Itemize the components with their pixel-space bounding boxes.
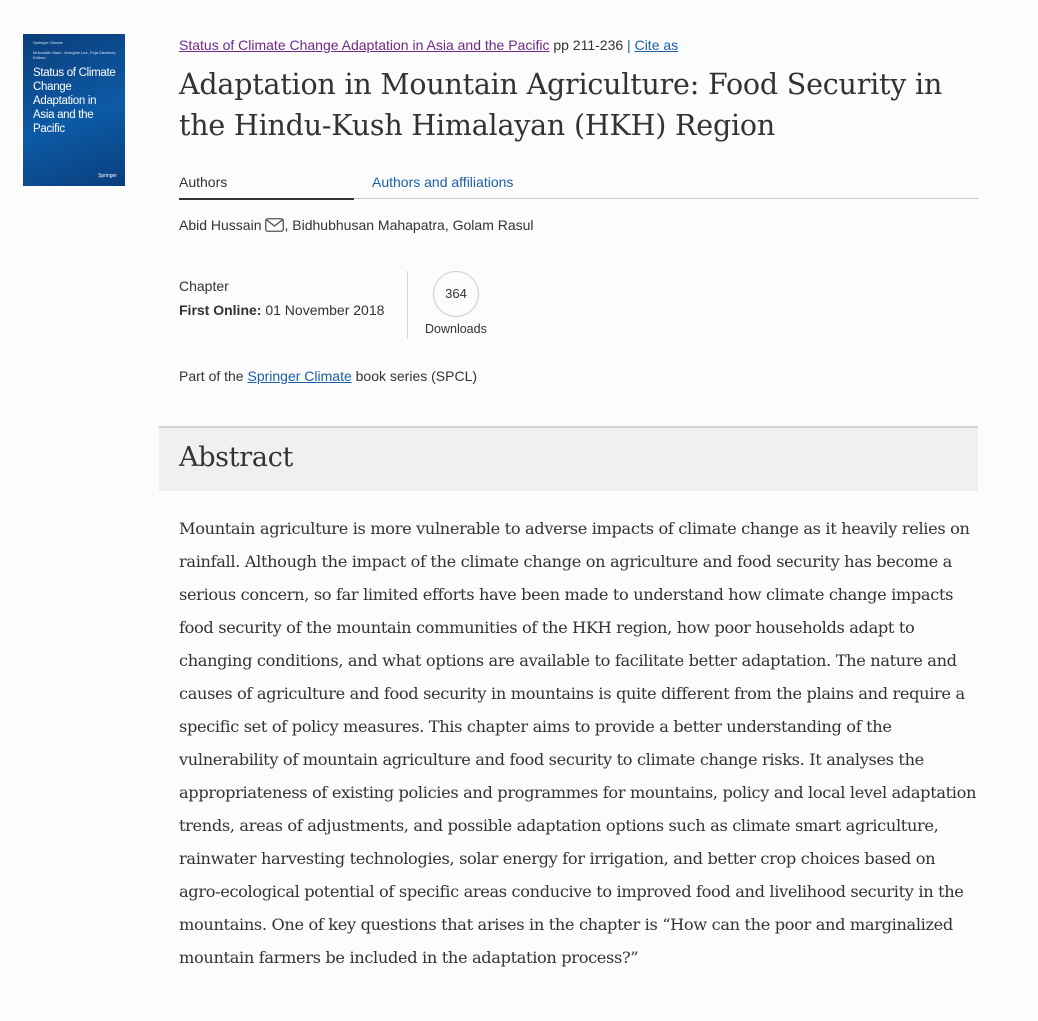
meta-divider xyxy=(407,271,408,339)
page-range: pp 211-236 xyxy=(549,37,628,53)
breadcrumb-separator: | xyxy=(627,37,631,53)
breadcrumb xyxy=(179,37,678,53)
abstract-text: Mountain agriculture is more vulnerable to adverse impacts of climate change as it heavily relies on rainfall. Although the impact of the climate change on agriculture and food security has become a serious concern, so far limited efforts have been made to understand how climate change impacts food security of the mountain communities of the HKH region, how poor households adapt to changing conditions, and what options are available to facilitate better adaptation. The nature and causes of agriculture and food security in mountains is quite different from the plains and require a specific set of policy measures. This chapter aims to provide a better understanding of the vulnerability of mountain agriculture and food security to climate change risks. It analyses the appropriateness of existing policies and programmes for mountains, policy and local level adaptation trends, areas of adjustments, and possible adaptation options such as climate smart agriculture, rainwater harvesting technologies, solar energy for irrigation, and better crop choices based on agro-ecological potential of specific areas conducive to improved food and livelihood security in the mountains. One of key questions that arises in the chapter is “How can the poor and marginalized mountain farmers be included in the adaptation process?” xyxy=(179,519,977,967)
author-names-rest: , Bidhubhusan Mahapatra, Golam Rasul xyxy=(284,217,534,233)
series-prefix: Part of the xyxy=(179,368,248,384)
cover-editors: Moinuddin Alam, Jeonghie Lee, Puja Sawhney · Editors xyxy=(33,50,118,60)
chapter-title: Adaptation in Mountain Agriculture: Food Security in the Hindu-Kush Himalayan (HKH) Region xyxy=(179,68,943,142)
cover-title: Status of Climate Change Adaptation in Asia and the Pacific xyxy=(33,67,116,135)
downloads-label: Downloads xyxy=(425,322,487,336)
book-series-line xyxy=(179,368,477,384)
email-icon[interactable] xyxy=(265,218,284,235)
series-suffix: book series (SPCL) xyxy=(351,368,478,384)
author-list xyxy=(179,217,534,235)
book-cover[interactable] xyxy=(23,34,125,186)
abstract-heading: Abstract xyxy=(179,442,294,473)
downloads-count: 364 xyxy=(433,271,479,317)
cite-as-link[interactable]: Cite as xyxy=(634,37,679,53)
tab-authors-affiliations[interactable]: Authors and affiliations xyxy=(372,174,514,190)
author-name[interactable]: Abid Hussain xyxy=(179,217,262,233)
first-online-label: First Online: xyxy=(179,302,262,318)
chapter-meta xyxy=(179,274,384,322)
author-tabs xyxy=(179,172,979,199)
abstract-header xyxy=(159,426,978,491)
tab-authors[interactable]: Authors xyxy=(179,174,354,200)
first-online-date: 01 November 2018 xyxy=(261,302,385,318)
content-type: Chapter xyxy=(179,278,229,294)
series-link[interactable]: Springer Climate xyxy=(247,368,352,384)
cover-publisher: Springer xyxy=(98,173,117,179)
book-title-link[interactable]: Status of Climate Change Adaptation in Asia and the Pacific xyxy=(179,37,550,53)
cover-series: Springer Climate xyxy=(33,40,63,45)
